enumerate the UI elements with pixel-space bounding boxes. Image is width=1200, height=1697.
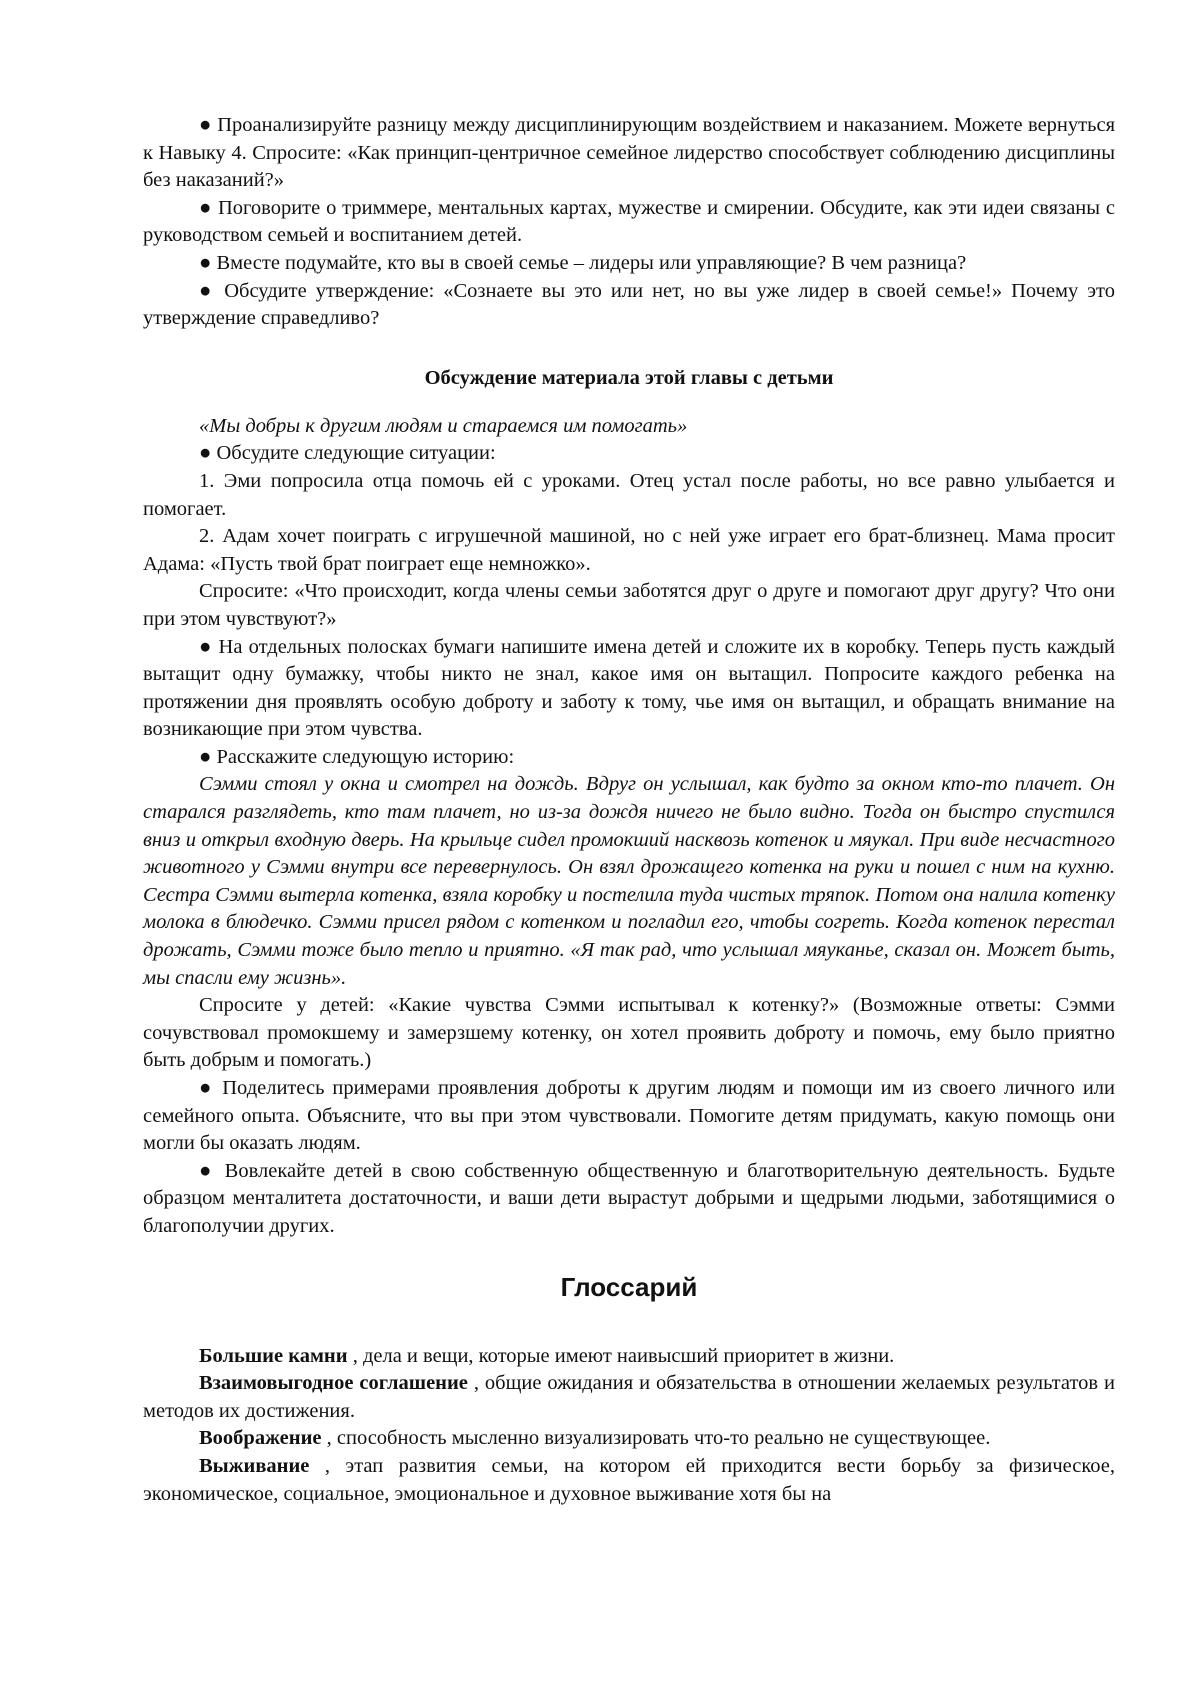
glossary-entry	[143, 1453, 1115, 1508]
story-intro: ● Расскажите следующую историю:	[199, 745, 515, 768]
motto: «Мы добры к другим людям и стараемся им помогать»	[199, 414, 688, 437]
intro-paragraph: ● Вместе подумайте, кто вы в своей семье – лидеры или управляющие? В чем разница?	[199, 251, 967, 274]
glossary-term: Воображение	[199, 1427, 322, 1450]
situation-1: 1. Эми попросила отца помочь ей с уроками. Отец устал после работы, но все равно улыбается и помогает.	[143, 469, 1115, 520]
glossary-title: Глоссарий	[560, 1271, 698, 1302]
ask-paragraph: Спросите: «Что происходит, когда члены семьи заботятся друг о друге и помогают друг другу? Что они при этом чувствуют?»	[143, 580, 1115, 630]
section-title: Обсуждение материала этой главы с детьми	[424, 366, 834, 389]
story: Сэмми стоял у окна и смотрел на дождь. Вдруг он услышал, как будто за окном кто-то плачет. Он старался разглядеть, кто там плачет, но из-за дождя ничего не было видно. Тогда он быстро спустился вниз и открыл входную дверь. На крыльце сидел промокший насквозь котенок и мяукал. При виде несчастного животного у Сэмми внутри все перевернулось. Он взял дрожащего котенка на руки и пошел с ним на кухню. Сестра Сэмми вытерла котенка, взяла коробку и постелила туда чистых тряпок. Потом она налила котенку молока в блюдечко. Сэмми присел рядом с котенком и погладил его, чтобы согреть. Когда котенок перестал дрожать, Сэмми тоже было тепло и приятно. «Я так рад, что услышал мяуканье, сказал он. Может быть, мы спасли ему жизнь».	[143, 773, 1115, 989]
discuss-intro: ● Обсудите следующие ситуации:	[199, 442, 496, 465]
glossary-term: Большие камни	[199, 1344, 348, 1367]
intro-paragraph: ● Обсудите утверждение: «Сознаете вы это или нет, но вы уже лидер в своей семье!» Почему это утверждение справедливо?	[143, 279, 1115, 330]
share-examples: ● Поделитесь примерами проявления доброты к другим людям и помощи им из своего личного или семейного опыта. Объясните, что вы при этом чувствовали. Помогите детям придумать, какую помощь они могли бы оказать людям.	[143, 1077, 1115, 1155]
involve-children: ● Вовлекайте детей в свою собственную общественную и благотворительную деятельность. Будьте образцом менталитета достаточности, и ваши дети вырастут добрыми и щедрыми людьми, заботящимися о благополучии других.	[143, 1159, 1115, 1237]
intro-paragraph: ● Проанализируйте разницу между дисциплинирующим воздействием и наказанием. Можете вернуться к Навыку 4. Спросите: «Как принцип-центричное семейное лидерство способствует соблюдению дисциплины без наказаний?»	[143, 114, 1115, 192]
glossary-term: Выживание	[199, 1454, 310, 1477]
situation-2: 2. Адам хочет поиграть с игрушечной машиной, но с ней уже играет его брат-близнец. Мама просит Адама: «Пусть твой брат поиграет еще немножко».	[143, 525, 1115, 575]
glossary-term: Взаимовыгодное соглашение	[199, 1372, 468, 1395]
names-activity: ● На отдельных полосках бумаги напишите имена детей и сложите их в коробку. Теперь пусть каждый вытащит одну бумажку, чтобы никто не знал, какое имя он вытащил. Попросите каждого ребенка на протяжении дня проявлять особую доброту и заботу к тому, чье имя он вытащил, и обращать внимание на возникающие при этом чувства.	[143, 635, 1115, 741]
glossary-entry	[143, 1370, 1115, 1425]
glossary-definition: , дела и вещи, которые имеют наивысший приоритет в жизни.	[347, 1344, 895, 1367]
glossary-entry	[143, 1425, 1115, 1453]
glossary-definition: , общие ожидания и обязательства в отношении желаемых результатов и методов их достижения.	[143, 1372, 1115, 1422]
glossary-definition: , способность мысленно визуализировать что-то реально не существующее.	[321, 1427, 991, 1450]
glossary-entry	[143, 1343, 1115, 1371]
document-page	[143, 112, 1115, 1508]
intro-paragraph: ● Поговорите о триммере, ментальных картах, мужестве и смирении. Обсудите, как эти идеи связаны с руководством семьей и воспитанием детей.	[143, 196, 1115, 247]
ask-children-paragraph: Спросите у детей: «Какие чувства Сэмми испытывал к котенку?» (Возможные ответы: Сэмми сочувствовал промокшему и замерзшему котенку, он хотел проявить доброту и помочь, ему было приятно быть добрым и помогать.)	[143, 994, 1115, 1072]
glossary-definition: , этап развития семьи, на котором ей приходится вести борьбу за физическое, экономическое, социальное, эмоциональное и духовное выживание хотя бы на	[143, 1454, 1115, 1505]
